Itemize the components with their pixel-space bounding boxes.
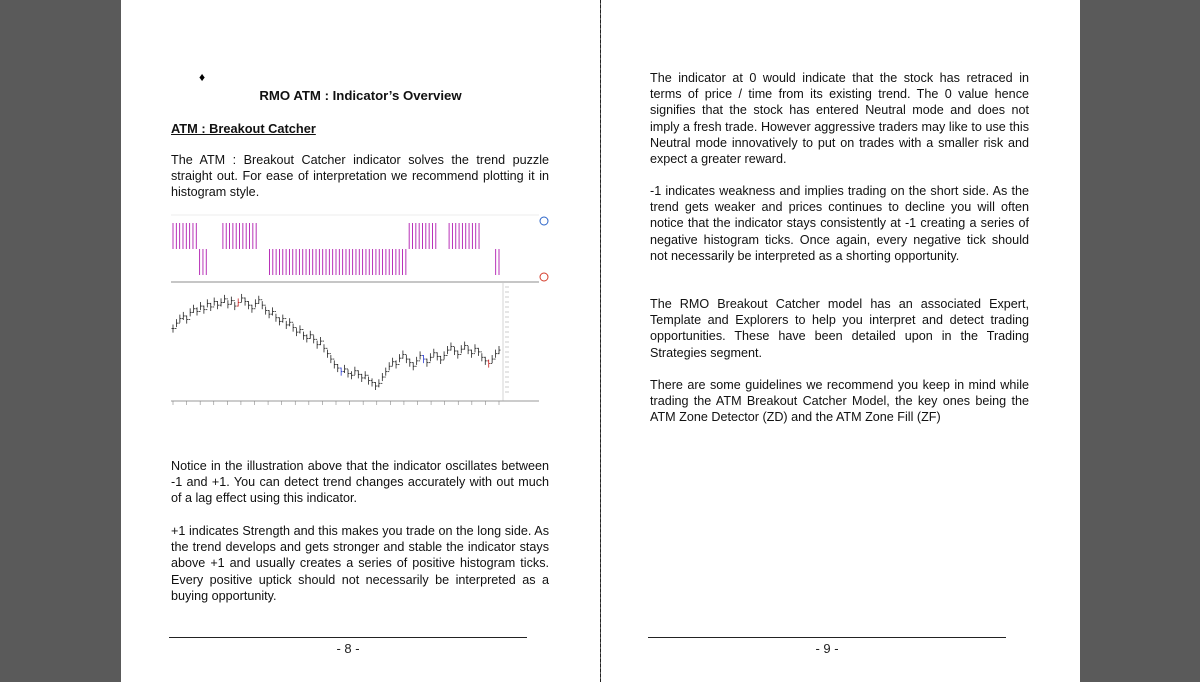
footer-rule	[648, 637, 1006, 638]
footer-rule	[169, 637, 527, 638]
plus-one-paragraph: +1 indicates Strength and this makes you trade on the long side. As the trend develops and gets stronger and stable the indicator stays above +1 and usually creates a series of positive histogram ticks. Every positive uptick should not necessarily be interpreted as a buying opportunity.	[171, 524, 549, 603]
intro-paragraph: The ATM : Breakout Catcher indicator solves the trend puzzle straight out. For ease of interpretation we recommend plotting it in histogram style.	[171, 153, 549, 200]
right-page	[601, 0, 1080, 682]
page-number: - 8 -	[336, 641, 360, 656]
left-page	[121, 0, 600, 682]
indicator-chart	[169, 213, 549, 413]
page-title: RMO ATM : Indicator’s Overview	[259, 88, 462, 103]
guidelines-paragraph: There are some guidelines we recommend you keep in mind while trading the ATM Breakout Catcher Model, the key ones being the ATM Zone Detector (ZD) and the ATM Zone Fill (ZF)	[650, 378, 1029, 425]
minus-one-paragraph: -1 indicates weakness and implies trading on the short side. As the trend gets weaker and prices continues to decline you will often notice that the indicator stays consistently at -1 creating a series of negative histogram ticks. Once again, every negative tick should not necessarily be interpreted as a shorting opportunity.	[650, 184, 1029, 263]
model-paragraph: The RMO Breakout Catcher model has an associated Expert, Template and Explorers to help you interpret and detect trading opportunities. These have been detailed upon in the Trading Strategies segment.	[650, 297, 1029, 360]
oscillation-paragraph: Notice in the illustration above that the indicator oscillates between -1 and +1. You can detect trend changes accurately with out much of a lag effect using this indicator.	[171, 459, 549, 506]
bullet-glyph: ♦	[199, 70, 206, 84]
zero-paragraph: The indicator at 0 would indicate that the stock has retraced in terms of price / time from its existing trend. The 0 value hence signifies that the stock has entered Neutral mode and does not imply a fresh trade. However aggressive traders may like to use this Neutral mode innovatively to put on trades with a smaller risk and expect a greater reward.	[650, 71, 1029, 167]
section-heading: ATM : Breakout Catcher	[171, 121, 316, 136]
page-number: - 9 -	[815, 641, 839, 656]
